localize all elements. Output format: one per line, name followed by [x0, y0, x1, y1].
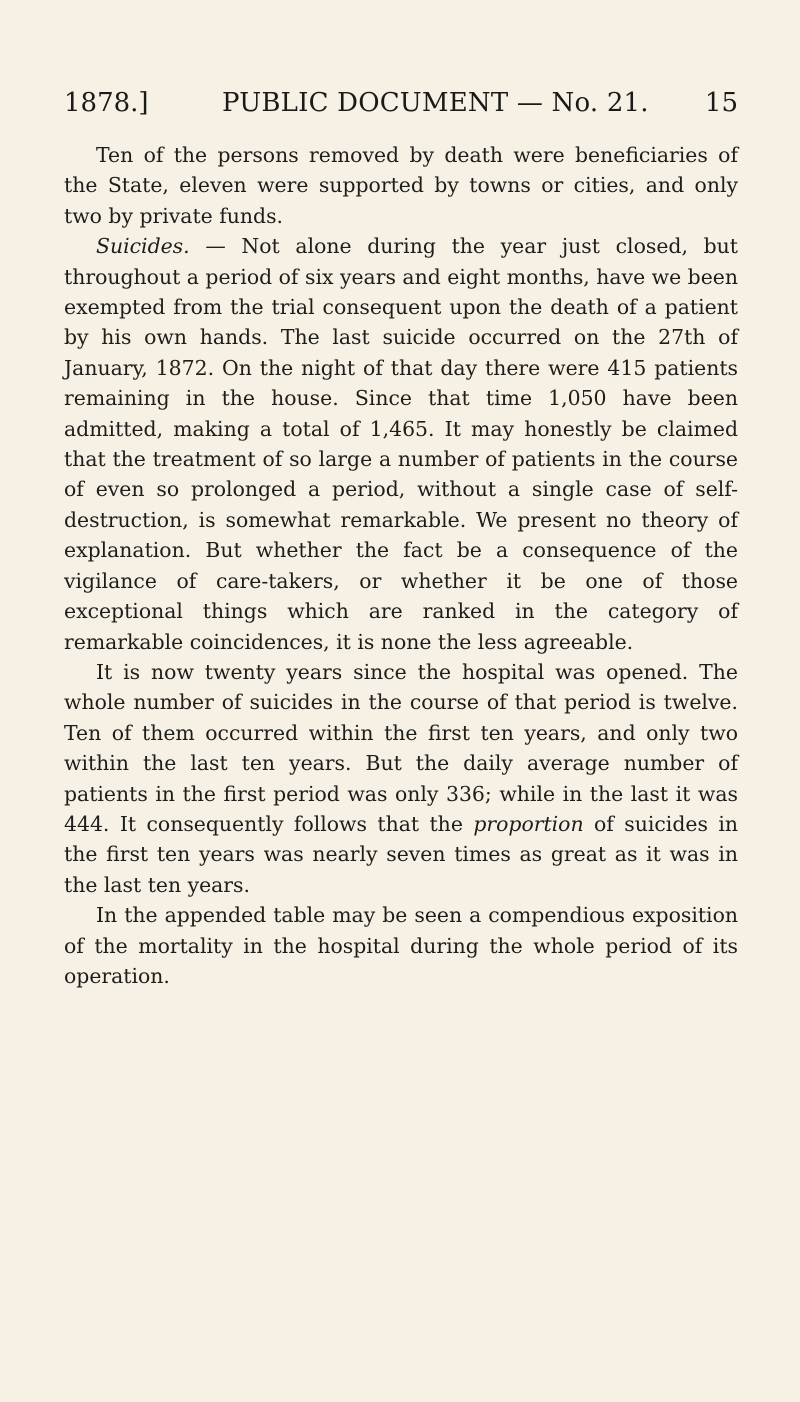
paragraph-twenty-years-text-b: of suicides in the first ten years was nearly seven times as great as it was in the last ten years.	[64, 811, 738, 897]
paragraph-beneficiaries: Ten of the persons removed by death were beneficiaries of the State, eleven were supported by towns or cities, and only two by private funds.	[64, 143, 738, 228]
header-title: PUBLIC DOCUMENT — No. 21.	[222, 88, 649, 118]
section-heading-suicides: Suicides.	[96, 234, 190, 259]
paragraph-twenty-years-text-a: It is now twenty years since the hospital was opened. The whole number of suicides in the course of that period is twelve. Ten of them occurred within the first ten years, and only two within the last ten years. But the daily average number of patients in the first period was only 336; while in the last it was 444. It consequently follows that the	[64, 659, 738, 836]
running-head	[64, 88, 738, 128]
paragraph-suicides-text: — Not alone during the year just closed, but throughout a period of six years and eight months, have we been exempted from the trial consequent upon the death of a patient by his own hands. The last suicide occurred on the 27th of January, 1872. On the night of that day there were 415 patients remaining in the house. Since that time 1,050 have been admitted, making a total of 1,465. It may honestly be claimed that the treatment of so large a number of patients in the course of even so prolonged a period, without a single case of self-destruction, is somewhat remarkable. We present no theory of explanation. But whether the fact be a consequence of the vigilance of care-takers, or whether it be one of those exceptional things which are ranked in the category of remarkable coincidences, it is none the less agreeable.	[64, 234, 738, 654]
page-number: 15	[704, 88, 738, 118]
body-text	[64, 140, 738, 991]
header-year: 1878.]	[64, 88, 149, 118]
paragraph-suicides	[64, 231, 738, 657]
paragraph-twenty-years	[64, 657, 738, 900]
emphasis-proportion: proportion	[473, 811, 584, 836]
paragraph-appended-table: In the appended table may be seen a compendious exposition of the mortality in the hospital during the whole period of its operation.	[64, 903, 738, 988]
